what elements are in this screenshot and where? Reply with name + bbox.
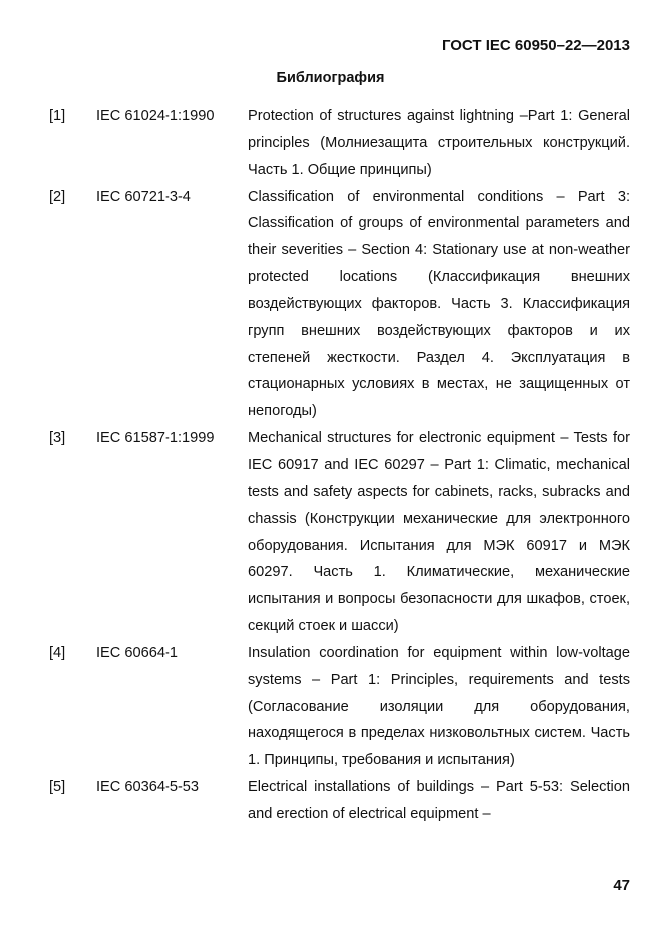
reference-title: Protection of structures against lightning –Part 1: General principles (Молниезащита строительных конструкций. Часть 1. Общие принципы) xyxy=(248,108,630,178)
reference-item xyxy=(49,640,630,774)
document-header-code: ГОСТ IEC 60950–22—2013 xyxy=(441,37,630,54)
reference-title: Insulation coordination for equipment within low-voltage systems – Part 1: Principles, requirements and tests (Согласование изоляции для оборудования, находящегося в пределах низковольтных систем. Часть 1. Принципы, требования и испытания) xyxy=(248,644,630,769)
reference-list xyxy=(49,103,630,828)
reference-code: IEC 61024-1:1990 xyxy=(96,108,215,124)
reference-code: IEC 61587-1:1999 xyxy=(96,430,215,447)
reference-number: [4] xyxy=(49,644,66,661)
bibliography-heading: Библиография xyxy=(276,70,385,86)
reference-number: [5] xyxy=(49,779,66,796)
reference-number: [3] xyxy=(49,430,66,447)
reference-number: [1] xyxy=(49,108,66,124)
reference-item xyxy=(49,425,630,640)
reference-code: IEC 60721-3-4 xyxy=(96,188,191,205)
reference-item xyxy=(49,184,630,426)
reference-number: [2] xyxy=(49,188,66,205)
reference-title: Electrical installations of buildings – Part 5-53: Selection and erection of electrical equipment – xyxy=(248,779,630,822)
reference-code: IEC 60364-5-53 xyxy=(96,779,200,796)
reference-item xyxy=(49,103,630,184)
page-number: 47 xyxy=(613,877,630,894)
reference-item xyxy=(49,774,630,828)
reference-code: IEC 60664-1 xyxy=(96,644,178,661)
reference-title: Classification of environmental conditions – Part 3: Classification of groups of environmental parameters and their severities – Section 4: Stationary use at non-weather protected locations (Классификация внешних воздействующих факторов. Часть 3. Классификация групп внешних воздействующих факторов и их степеней жесткости. Раздел 4. Эксплуатация в стационарных условиях в местах, не защищенных от непогоды) xyxy=(248,188,630,420)
reference-title: Mechanical structures for electronic equipment – Tests for IEC 60917 and IEC 60297 – Part 1: Climatic, mechanical tests and safety aspects for cabinets, racks, subracks and chassis (Конструкции механические для электронного оборудования. Испытания для МЭК 60917 и МЭК 60297. Часть 1. Климатические, механические испытания и вопросы безопасности для шкафов, стоек, секций стоек и шасси) xyxy=(248,430,630,635)
